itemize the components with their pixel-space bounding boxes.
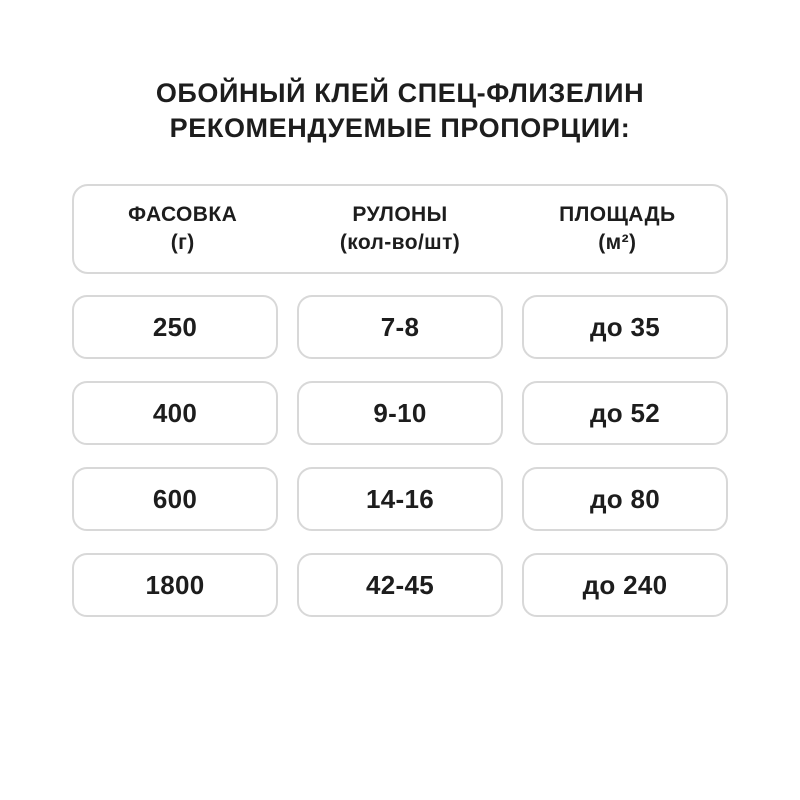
cell-area-row-4: до 240 xyxy=(522,553,728,617)
column-header-rolls xyxy=(291,201,508,257)
column-header-packaging xyxy=(74,201,291,257)
cell-area-row-2: до 52 xyxy=(522,381,728,445)
cell-rolls-row-4: 42-45 xyxy=(297,553,503,617)
column-header-rolls-unit: (кол-во/шт) xyxy=(339,231,461,254)
column-header-area-unit: (м²) xyxy=(598,231,637,254)
cell-rolls-row-3: 14-16 xyxy=(297,467,503,531)
cell-packaging-row-1: 250 xyxy=(72,295,278,359)
table-body xyxy=(72,295,728,617)
cell-area-row-3: до 80 xyxy=(522,467,728,531)
column-header-packaging-unit: (г) xyxy=(170,231,195,254)
title-line-1: ОБОЙНЫЙ КЛЕЙ СПЕЦ-ФЛИЗЕЛИН xyxy=(155,78,645,108)
cell-packaging-row-3: 600 xyxy=(72,467,278,531)
cell-packaging-row-2: 400 xyxy=(72,381,278,445)
column-header-rolls-label: РУЛОНЫ xyxy=(352,203,448,226)
column-header-area-label: ПЛОЩАДЬ xyxy=(559,203,676,226)
cell-area-row-1: до 35 xyxy=(522,295,728,359)
page-title xyxy=(0,0,800,146)
cell-rolls-row-2: 9-10 xyxy=(297,381,503,445)
cell-packaging-row-4: 1800 xyxy=(72,553,278,617)
cell-rolls-row-1: 7-8 xyxy=(297,295,503,359)
title-line-2: РЕКОМЕНДУЕМЫЕ ПРОПОРЦИИ: xyxy=(169,113,631,143)
table-header-row xyxy=(72,184,728,274)
column-header-area xyxy=(509,201,726,257)
column-header-packaging-label: ФАСОВКА xyxy=(128,203,238,226)
